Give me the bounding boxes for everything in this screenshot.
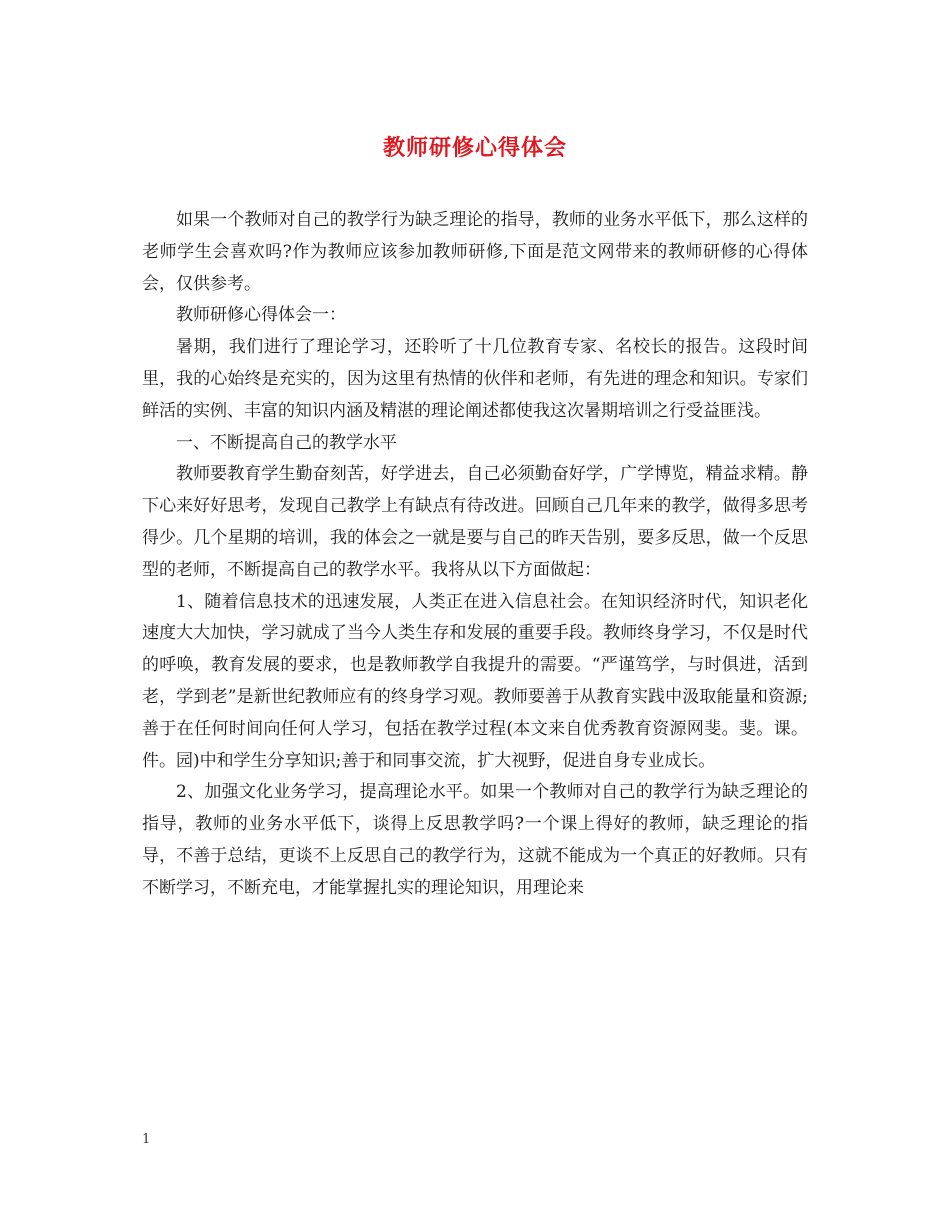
paragraph-teaching-level: 教师要教育学生勤奋刻苦，好学进去，自己必须勤奋好学，广学博览，精益求精。静下心来好好思考，发现自己教学上有缺点有待改进。回顾自己几年来的教学，做得多思考得少。几个星期的培训，我的体会之一就是要与自己的昨天告别，要多反思，做一个反思型的老师，不断提高自己的教学水平。我将从以下方面做起： <box>142 464 808 580</box>
document-body <box>142 205 808 905</box>
paragraph-summer-study: 暑期，我们进行了理论学习，还聆听了十几位教育专家、名校长的报告。这段时间里，我的心始终是充实的，因为这里有热情的伙伴和老师，有先进的理念和知识。专家们鲜活的实例、丰富的知识内涵及精湛的理论阐述都使我这次暑期培训之行受益匪浅。 <box>142 337 808 421</box>
paragraph-subheading-1: 一、不断提高自己的教学水平 <box>176 432 397 453</box>
paragraph-point-2: 2、加强文化业务学习，提高理论水平。如果一个教师对自己的教学行为缺乏理论的指导，教师的业务水平低下，谈得上反思教学吗?一个课上得好的教师，缺乏理论的指导，不善于总结，更谈不上反思自己的教学行为，这就不能成为一个真正的好教师。只有不断学习，不断充电，才能掌握扎实的理论知识，用理论来 <box>142 782 808 898</box>
paragraph-point-1: 1、随着信息技术的迅速发展，人类正在进入信息社会。在知识经济时代，知识老化速度大大加快，学习就成了当今人类生存和发展的重要手段。教师终身学习，不仅是时代的呼唤，教育发展的要求，也是教师教学自我提升的需要。“严谨笃学，与时俱进，活到老，学到老”是新世纪教师应有的终身学习观。教师要善于从教育实践中汲取能量和资源;善于在任何时间向任何人学习，包括在教学过程(本文来自优秀教育资源网斐。斐。课。件。园)中和学生分享知识;善于和同事交流，扩大视野，促进自身专业成长。 <box>142 591 808 771</box>
page-number: 1 <box>142 1132 151 1147</box>
document-title: 教师研修心得体会 <box>382 135 567 161</box>
paragraph-section-heading: 教师研修心得体会一： <box>176 305 346 326</box>
paragraph-intro: 如果一个教师对自己的教学行为缺乏理论的指导，教师的业务水平低下，那么这样的老师学生会喜欢吗?作为教师应该参加教师研修,下面是范文网带来的教师研修的心得体会，仅供参考。 <box>142 210 808 294</box>
